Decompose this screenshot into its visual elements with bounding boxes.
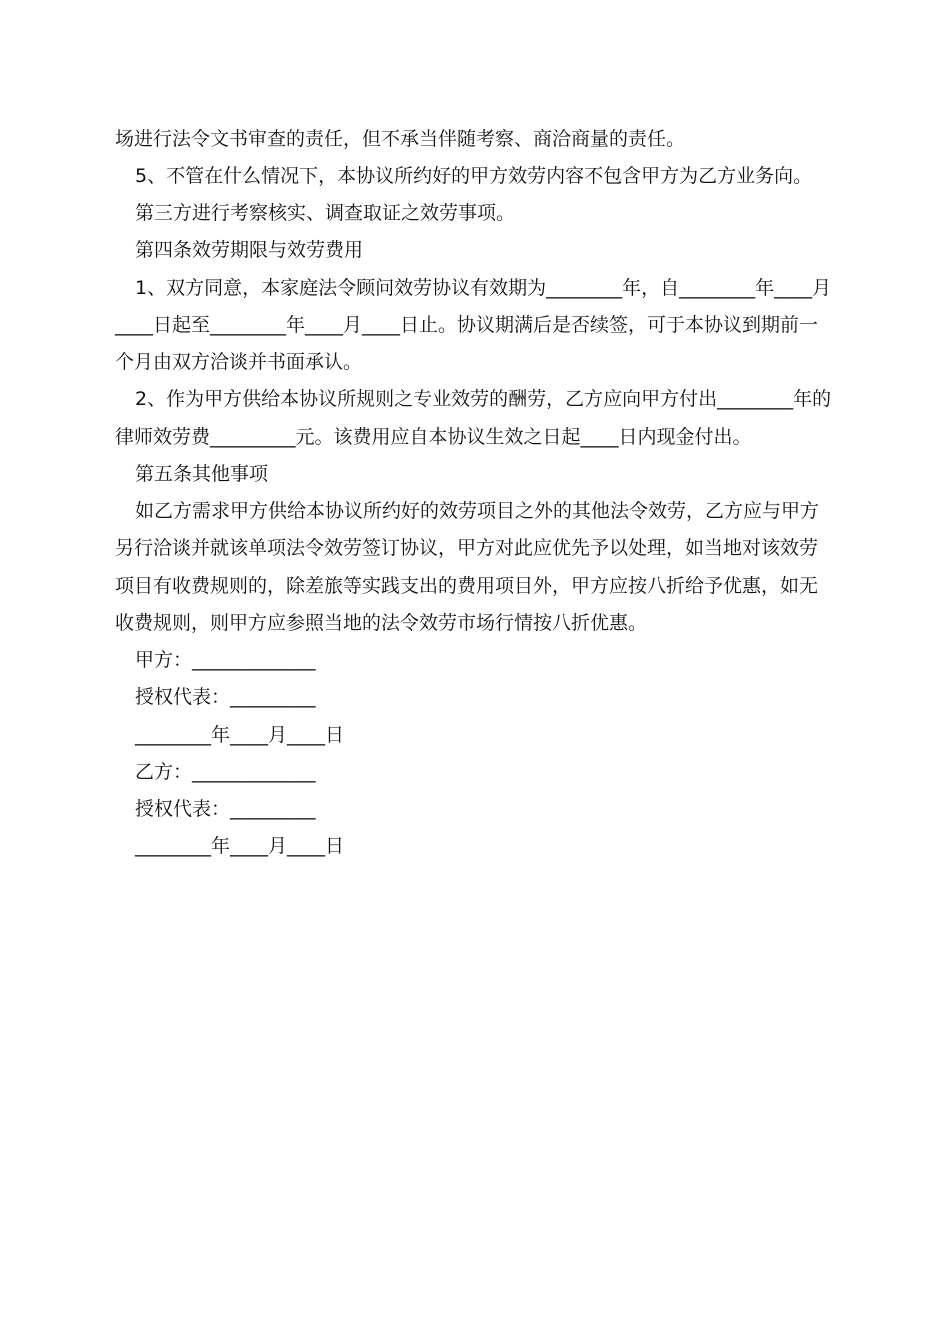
paragraph-line: 如乙方需求甲方供给本协议所约好的效劳项目之外的其他法令效劳，乙方应与甲方 (135, 500, 820, 522)
paragraph-line: 5、不管在什么情况下，本协议所约好的甲方效劳内容不包含甲方为乙方业务向。 (135, 165, 813, 187)
party-a-field: 甲方：_____________ (135, 649, 316, 671)
paragraph-line: 项目有收费规则的，除差旅等实践支出的费用项目外，甲方应按八折给予优惠，如无 (115, 575, 819, 597)
party-b-representative-field: 授权代表：_________ (135, 798, 316, 820)
paragraph-line: 另行洽谈并就该单项法令效劳签订协议，甲方对此应优先予以处理，如当地对该效劳 (115, 537, 819, 559)
paragraph-line: 律师效劳费_________元。该费用应自本协议生效之日起____日内现金付出。 (115, 426, 752, 448)
party-a-date-field: ________年____月____日 (135, 724, 345, 746)
section-heading: 第五条其他事项 (135, 463, 269, 485)
party-a-representative-field: 授权代表：_________ (135, 686, 316, 708)
paragraph-line: 1、双方同意，本家庭法令顾问效劳协议有效期为________年，自________年____月 (135, 277, 832, 299)
paragraph-line: 2、作为甲方供给本协议所规则之专业效劳的酬劳，乙方应向甲方付出________年的 (135, 388, 832, 410)
party-b-field: 乙方：_____________ (135, 761, 316, 783)
paragraph-line: 场进行法令文书审查的责任，但不承当伴随考察、商洽商量的责任。 (115, 128, 686, 150)
paragraph-line: ____日起至________年____月____日止。协议期满后是否续签，可于本协议到期前一 (115, 314, 819, 336)
paragraph-line: 个月由双方洽谈并书面承认。 (115, 351, 363, 373)
paragraph-line: 第三方进行考察核实、调查取证之效劳事项。 (135, 202, 516, 224)
paragraph-line: 收费规则，则甲方应参照当地的法令效劳市场行情按八折优惠。 (115, 612, 648, 634)
party-b-date-field: ________年____月____日 (135, 835, 345, 857)
section-heading: 第四条效劳期限与效劳费用 (135, 239, 364, 261)
